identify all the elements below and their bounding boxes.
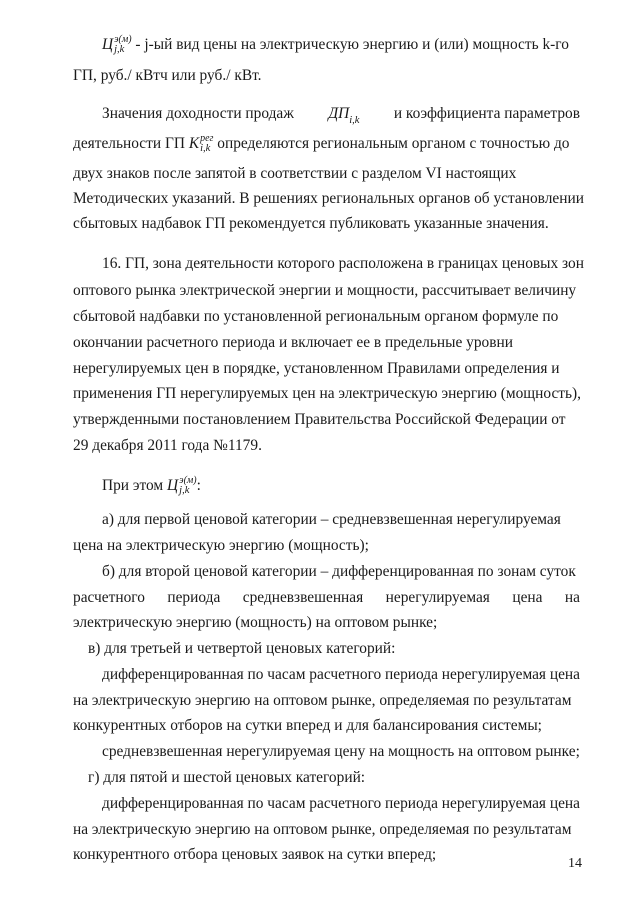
category-b-line-2-word: расчетного xyxy=(73,589,145,606)
item-16-line-3: сбытовой надбавки по установленной региональным органом формуле по xyxy=(73,308,559,325)
k-symbol-superscript: рег xyxy=(200,133,214,145)
item-16-line-5: нерегулируемых цен в порядке, установленном Правилами определения и xyxy=(73,360,560,377)
dp-symbol: ДП xyxy=(328,105,350,122)
category-b-line-2-word: нерегулируемая xyxy=(385,589,490,606)
category-v-average-line: средневзвешенная нерегулируемая цену на мощность на оптовом рынке; xyxy=(102,743,580,760)
item-16-line-7: утвержденными постановлением Правительства Российской Федерации от xyxy=(73,411,566,428)
price-symbol-superscript: э(м) xyxy=(114,34,132,46)
category-g-diff-line-2: на электрическую энергию на оптовом рынке, определяемая по результатам xyxy=(73,821,572,838)
regional-authority-text: определяются региональным органом с точностью до xyxy=(217,135,570,152)
item-16-line-8: 29 декабря 2011 года №1179. xyxy=(73,437,262,454)
item-16-line-2: оптового рынка электрической энергии и мощности, рассчитывает величину xyxy=(73,282,577,299)
item-16-line-6: применения ГП нерегулируемых цен на электрическую энергию (мощность), xyxy=(73,385,581,402)
coefficient-text: и коэффициента параметров xyxy=(393,105,580,122)
category-b-line-2 xyxy=(73,588,580,608)
category-b-line-2-word: на xyxy=(564,589,580,606)
category-v-diff-line-2: на электрическую энергию на оптовом рынке, определяемая по результатам xyxy=(73,692,572,709)
sales-profitability-text: Значения доходности продаж xyxy=(102,105,294,122)
category-g-diff-line-1: дифференцированная по часам расчетного периода нерегулируемая цена xyxy=(102,795,580,812)
sales-profitability-line-2 xyxy=(73,134,570,154)
item-16-line-1: 16. ГП, зона деятельности которого расположена в границах ценовых зон xyxy=(102,255,584,272)
sales-profitability-line-4: Методических указаний. В решениях региональных органов об установлении xyxy=(73,190,584,207)
price-categories-intro xyxy=(102,476,201,496)
category-b-line-1: б) для второй ценовой категории – дифференцированная по зонам суток xyxy=(102,563,576,580)
price-definition-text: - j-ый вид цены на электрическую энергию и (или) мощность k-го xyxy=(131,36,569,53)
activity-text: деятельности ГП xyxy=(73,135,185,152)
k-symbol-subscript: i,k xyxy=(200,143,211,155)
category-v-line-1: в) для третьей и четвертой ценовых категорий: xyxy=(88,640,396,657)
intro-colon: : xyxy=(196,477,201,494)
sales-profitability-line-1 xyxy=(102,104,580,126)
price-symbol: Ц xyxy=(102,36,114,53)
category-g-diff-line-3: конкурентного отбора ценовых заявок на сутки вперед; xyxy=(73,846,437,863)
price-definition-line-1 xyxy=(102,35,569,55)
sales-profitability-line-3: двух знаков после запятой в соответствии с разделом VI настоящих xyxy=(73,165,517,182)
page-number: 14 xyxy=(568,856,582,871)
price-symbol-2-subscript: j,k xyxy=(179,485,190,497)
price-symbol-2: Ц xyxy=(167,477,179,494)
price-definition-line-2: ГП, руб./ кВтч или руб./ кВт. xyxy=(73,67,262,84)
item-16-line-4: окончании расчетного периода и включает ее в предельные уровни xyxy=(73,334,513,351)
intro-text: При этом xyxy=(102,477,164,494)
price-symbol-2-superscript: э(м) xyxy=(179,475,197,487)
category-g-line-1: г) для пятой и шестой ценовых категорий: xyxy=(88,769,366,786)
sales-profitability-line-5: сбытовых надбавок ГП рекомендуется публиковать указанные значения. xyxy=(73,215,549,232)
category-b-line-2-word: цена xyxy=(512,589,543,606)
category-b-line-2-word: средневзвешенная xyxy=(242,589,364,606)
dp-symbol-subscript: i,k xyxy=(349,115,360,126)
category-b-line-3: электрическую энергию (мощность) на оптовом рынке; xyxy=(73,614,438,631)
category-a-line-2: цена на электрическую энергию (мощность); xyxy=(73,537,369,554)
category-a-line-1: а) для первой ценовой категории – средневзвешенная нерегулируемая xyxy=(102,511,561,528)
price-symbol-subscript: j,k xyxy=(114,44,125,56)
k-symbol: К xyxy=(188,135,200,152)
category-v-diff-line-1: дифференцированная по часам расчетного периода нерегулируемая цена xyxy=(102,666,580,683)
category-v-diff-line-3: конкурентных отборов на сутки вперед и для балансирования системы; xyxy=(73,717,542,734)
category-b-line-2-word: периода xyxy=(167,589,221,606)
